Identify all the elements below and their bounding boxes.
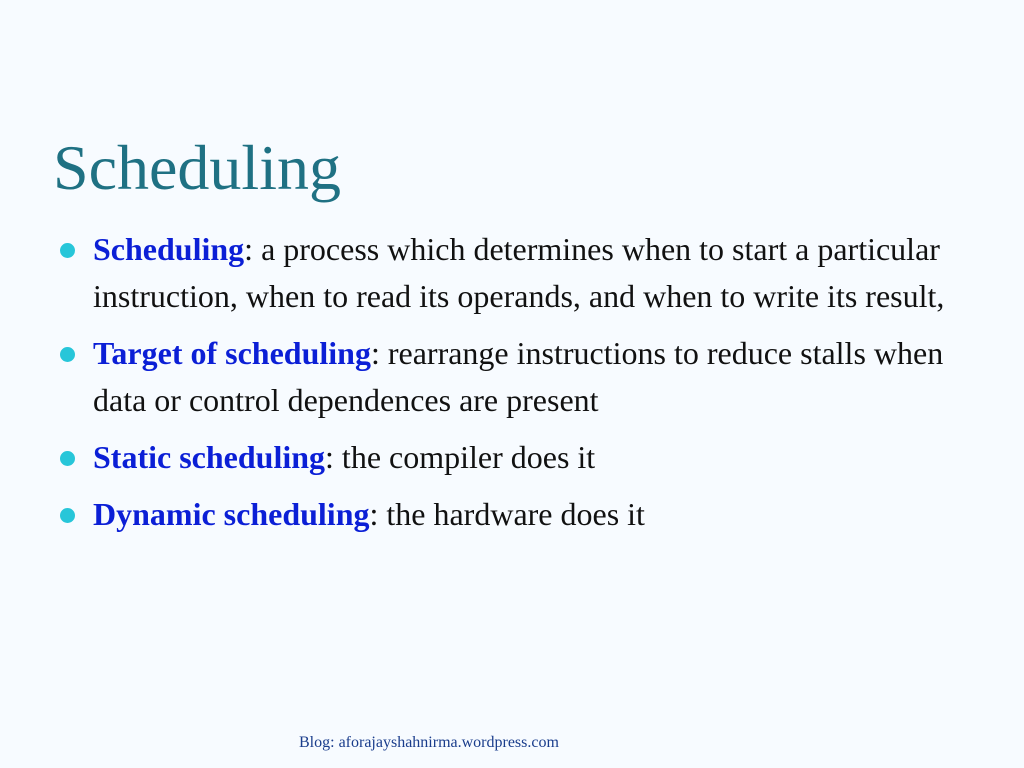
bullet-item-target: [60, 330, 980, 424]
bullet-term: Scheduling: [93, 231, 245, 267]
slide-title: Scheduling: [53, 132, 341, 203]
bullet-text: : rearrange instructions to reduce stalls when data or control dependences are present: [93, 335, 944, 418]
bullet-dot-icon: [60, 347, 75, 362]
bullet-term: Target of scheduling: [93, 335, 371, 371]
bullet-list: [60, 226, 980, 548]
footer-blog-credit: Blog: aforajayshahnirma.wordpress.com: [299, 734, 559, 751]
bullet-dot-icon: [60, 508, 75, 523]
bullet-dot-icon: [60, 243, 75, 258]
bullet-dot-icon: [60, 451, 75, 466]
bullet-term: Dynamic scheduling: [93, 496, 370, 532]
bullet-item-scheduling: [60, 226, 980, 320]
bullet-text: : the hardware does it: [369, 496, 645, 532]
bullet-text: : the compiler does it: [325, 439, 596, 475]
bullet-term: Static scheduling: [93, 439, 326, 475]
bullet-item-static: [60, 434, 980, 481]
bullet-item-dynamic: [60, 491, 980, 538]
bullet-text: : a process which determines when to start a particular instruction, when to read its operands, and when to write its result,: [93, 231, 945, 314]
